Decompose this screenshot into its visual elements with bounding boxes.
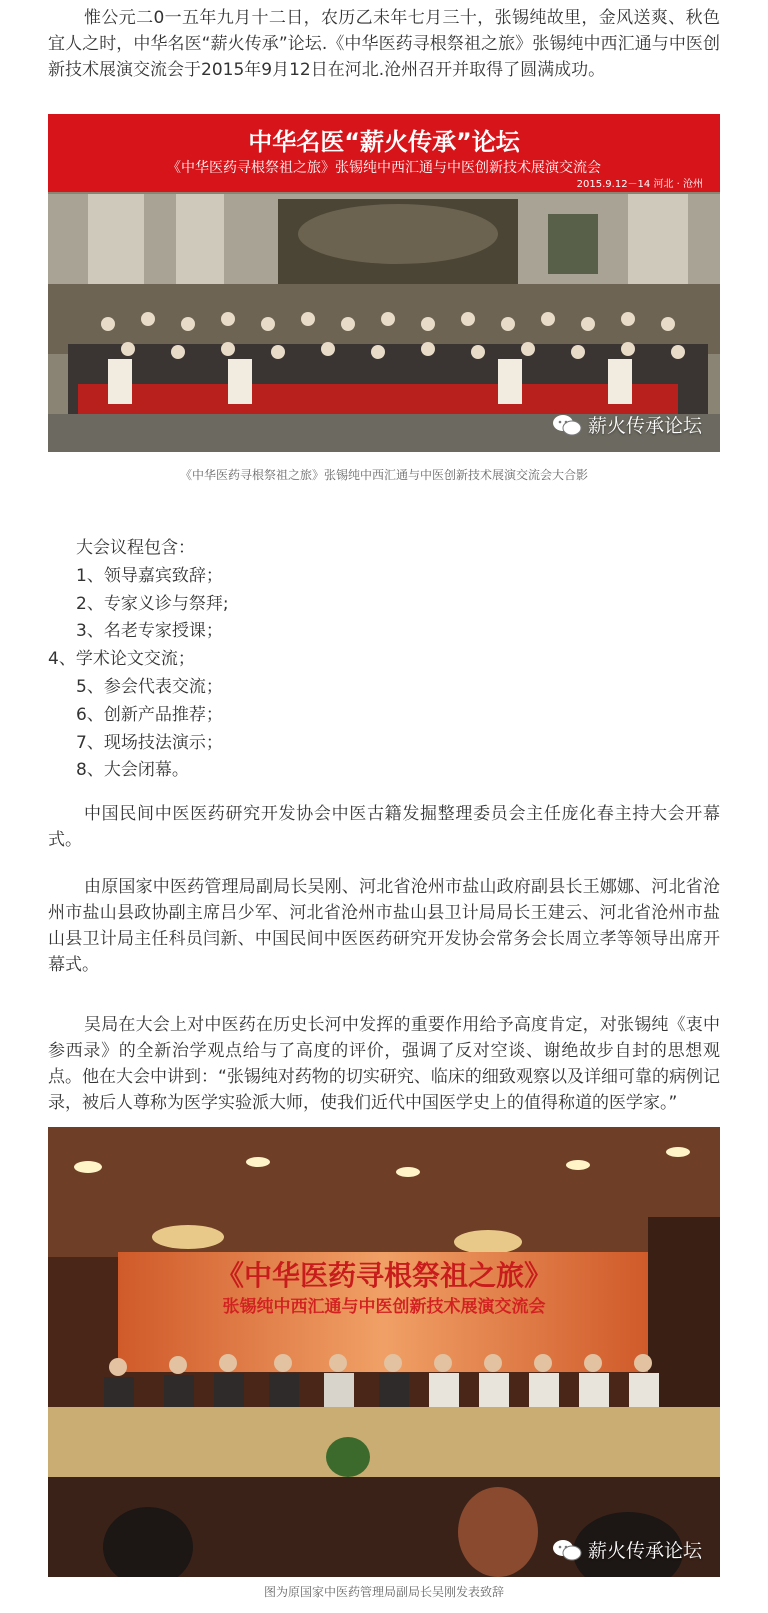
watermark bbox=[552, 1536, 702, 1563]
group-photo-graphic bbox=[48, 114, 720, 452]
agenda-title: 大会议程包含： bbox=[76, 538, 195, 558]
agenda-item: 3、名老专家授课； bbox=[76, 621, 223, 642]
agenda-item: 8、大会闭幕。 bbox=[76, 760, 189, 781]
agenda-item: 1、领导嘉宾致辞； bbox=[76, 565, 223, 586]
agenda-item: 6、创新产品推荐； bbox=[76, 704, 223, 725]
group-photo bbox=[48, 114, 720, 452]
photo-caption: 《中华医药寻根祭祖之旅》张锡纯中西汇通与中医创新技术展演交流会大合影 bbox=[179, 468, 588, 482]
agenda bbox=[48, 535, 720, 785]
watermark-text: 薪火传承论坛 bbox=[587, 415, 702, 437]
banner-subtitle: 《中华医药寻根祭祖之旅》张锡纯中西汇通与中医创新技术展演交流会 bbox=[167, 160, 601, 176]
banner-date: 2015.9.12－14 河北 · 沧州 bbox=[576, 179, 703, 190]
agenda-item: 5、参会代表交流； bbox=[76, 676, 223, 697]
wechat-icon bbox=[552, 414, 582, 436]
watermark-text: 薪火传承论坛 bbox=[587, 1540, 702, 1562]
agenda-item: 4、学术论文交流； bbox=[48, 649, 195, 670]
intro-paragraph: 惟公元二0一五年九月十二日，农历乙未年七月三十，张锡纯故里，金风送爽、秋色宜人之时，中华名医“薪火传承”论坛.《中华医药寻根祭祖之旅》张锡纯中西汇通与中医创新技术展演交流会于2015年9月12日在河北.沧州召开并取得了圆满成功。 bbox=[48, 8, 720, 80]
host-paragraph: 中国民间中医医药研究开发协会中医古籍发掘整理委员会主任庞化春主持大会开幕式。 bbox=[48, 804, 720, 850]
watermark bbox=[552, 411, 702, 438]
photo-caption: 图为原国家中医药管理局副局长吴刚发表致辞 bbox=[263, 1585, 504, 1599]
stage-photo-graphic bbox=[48, 1127, 720, 1577]
agenda-item: 7、现场技法演示； bbox=[76, 732, 223, 753]
banner-title: 中华名医“薪火传承”论坛 bbox=[248, 128, 520, 156]
speech-paragraph: 吴局在大会上对中医药在历史长河中发挥的重要作用给予高度肯定，对张锡纯《衷中参西录》的全新治学观点给与了高度的评价，强调了反对空谈、谢绝故步自封的思想观点。他在大会中讲到：“张锡纯对药物的切实研究、临床的细致观察以及详细可靠的病例记录，被后人尊称为医学实验派大师，使我们近代中国医学史上的值得称道的医学家。” bbox=[48, 1015, 720, 1113]
backdrop-subtitle: 张锡纯中西汇通与中医创新技术展演交流会 bbox=[222, 1297, 546, 1317]
backdrop-title: 《中华医药寻根祭祖之旅》 bbox=[215, 1259, 553, 1292]
stage-photo bbox=[48, 1127, 720, 1577]
agenda-item: 2、专家义诊与祭拜; bbox=[76, 593, 229, 614]
wechat-icon bbox=[552, 1539, 582, 1561]
attendees-paragraph: 由原国家中医药管理局副局长吴刚、河北省沧州市盐山政府副县长王娜娜、河北省沧州市盐山县政协副主席吕少军、河北省沧州市盐山县卫计局局长王建云、河北省沧州市盐山县卫计局主任科员闫新、中国民间中医医药研究开发协会常务会长周立孝等领导出席开幕式。 bbox=[48, 877, 720, 975]
